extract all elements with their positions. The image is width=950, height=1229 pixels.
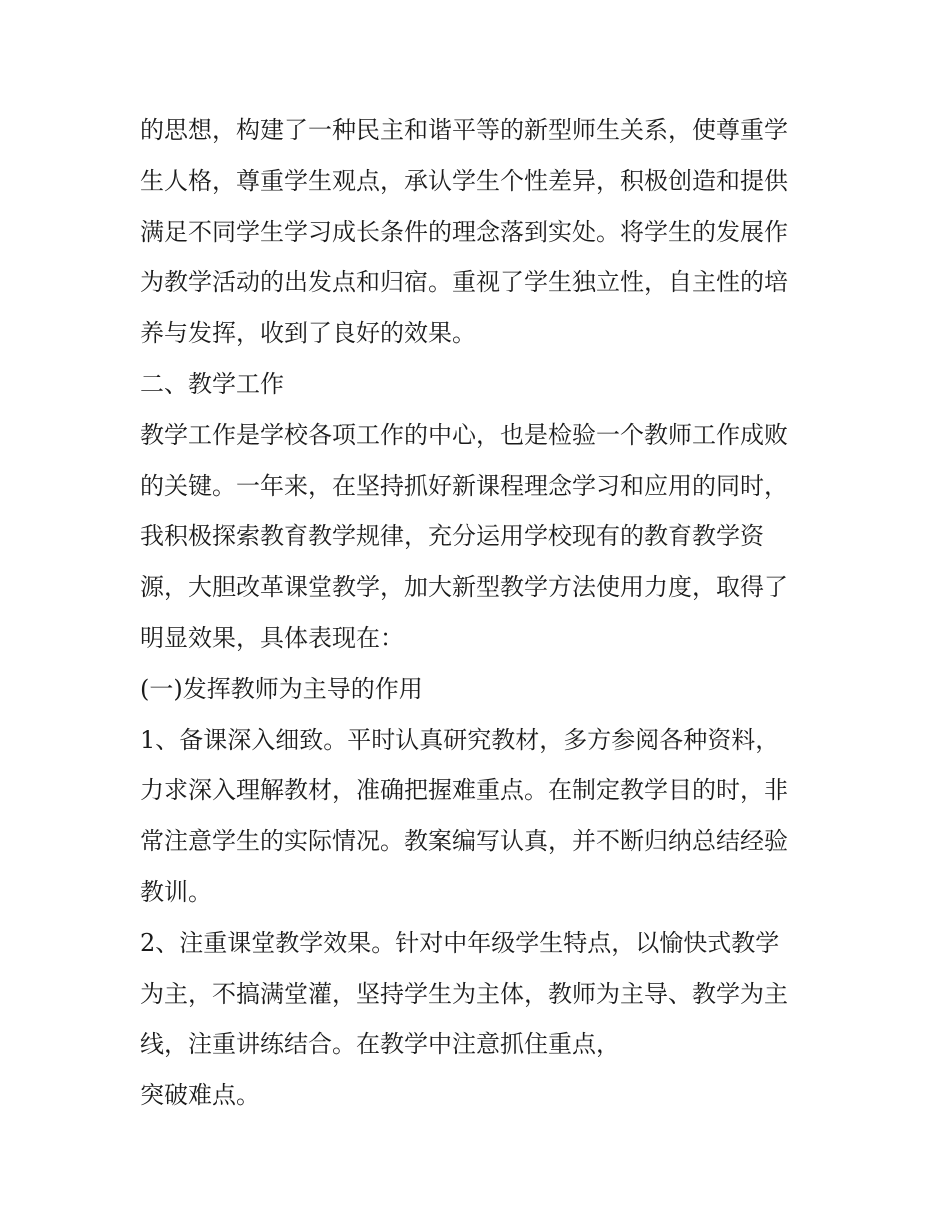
list-item-line: 力求深入理解教材，准确把握难重点。在制定教学目的时，非: [140, 776, 788, 805]
list-item-line: 突破难点。: [140, 1081, 260, 1110]
paragraph-line: 明显效果，具体表现在：: [140, 623, 404, 652]
list-item-line: 常注意学生的实际情况。教案编写认真，并不断归纳总结经验: [140, 827, 788, 856]
list-item-line: 2、注重课堂教学效果。针对中年级学生特点，以愉快式教学: [140, 928, 780, 957]
section-heading: 二、教学工作: [140, 369, 284, 398]
list-item-line: 为主，不搞满堂灌，坚持学生为主体，教师为主导、教学为主: [140, 979, 788, 1008]
paragraph-line: 生人格，尊重学生观点，承认学生个性差异，积极创造和提供: [140, 166, 788, 195]
paragraph-line: 源，大胆改革课堂教学，加大新型教学方法使用力度，取得了: [140, 573, 788, 602]
paragraph-line: 的思想，构建了一种民主和谐平等的新型师生关系，使尊重学: [140, 116, 788, 144]
paragraph-line: 教学工作是学校各项工作的中心，也是检验一个教师工作成败: [140, 420, 788, 449]
document-body: [140, 105, 820, 1121]
subsection-heading: (一)发挥教师为主导的作用: [140, 674, 423, 703]
paragraph-line: 为教学活动的出发点和归宿。重视了学生独立性，自主性的培: [140, 268, 788, 297]
list-item-line: 1、备课深入细致。平时认真研究教材，多方参阅各种资料，: [140, 725, 780, 754]
paragraph-line: 的关键。一年来，在坚持抓好新课程理念学习和应用的同时，: [140, 471, 788, 500]
list-item-line: 线，注重讲练结合。在教学中注意抓住重点，: [140, 1030, 620, 1059]
paragraph-line: 满足不同学生学习成长条件的理念落到实处。将学生的发展作: [140, 217, 788, 246]
paragraph-line: 我积极探索教育教学规律，充分运用学校现有的教育教学资: [140, 522, 764, 551]
paragraph-line: 养与发挥，收到了良好的效果。: [140, 319, 476, 348]
list-item-line: 教训。: [140, 877, 212, 906]
